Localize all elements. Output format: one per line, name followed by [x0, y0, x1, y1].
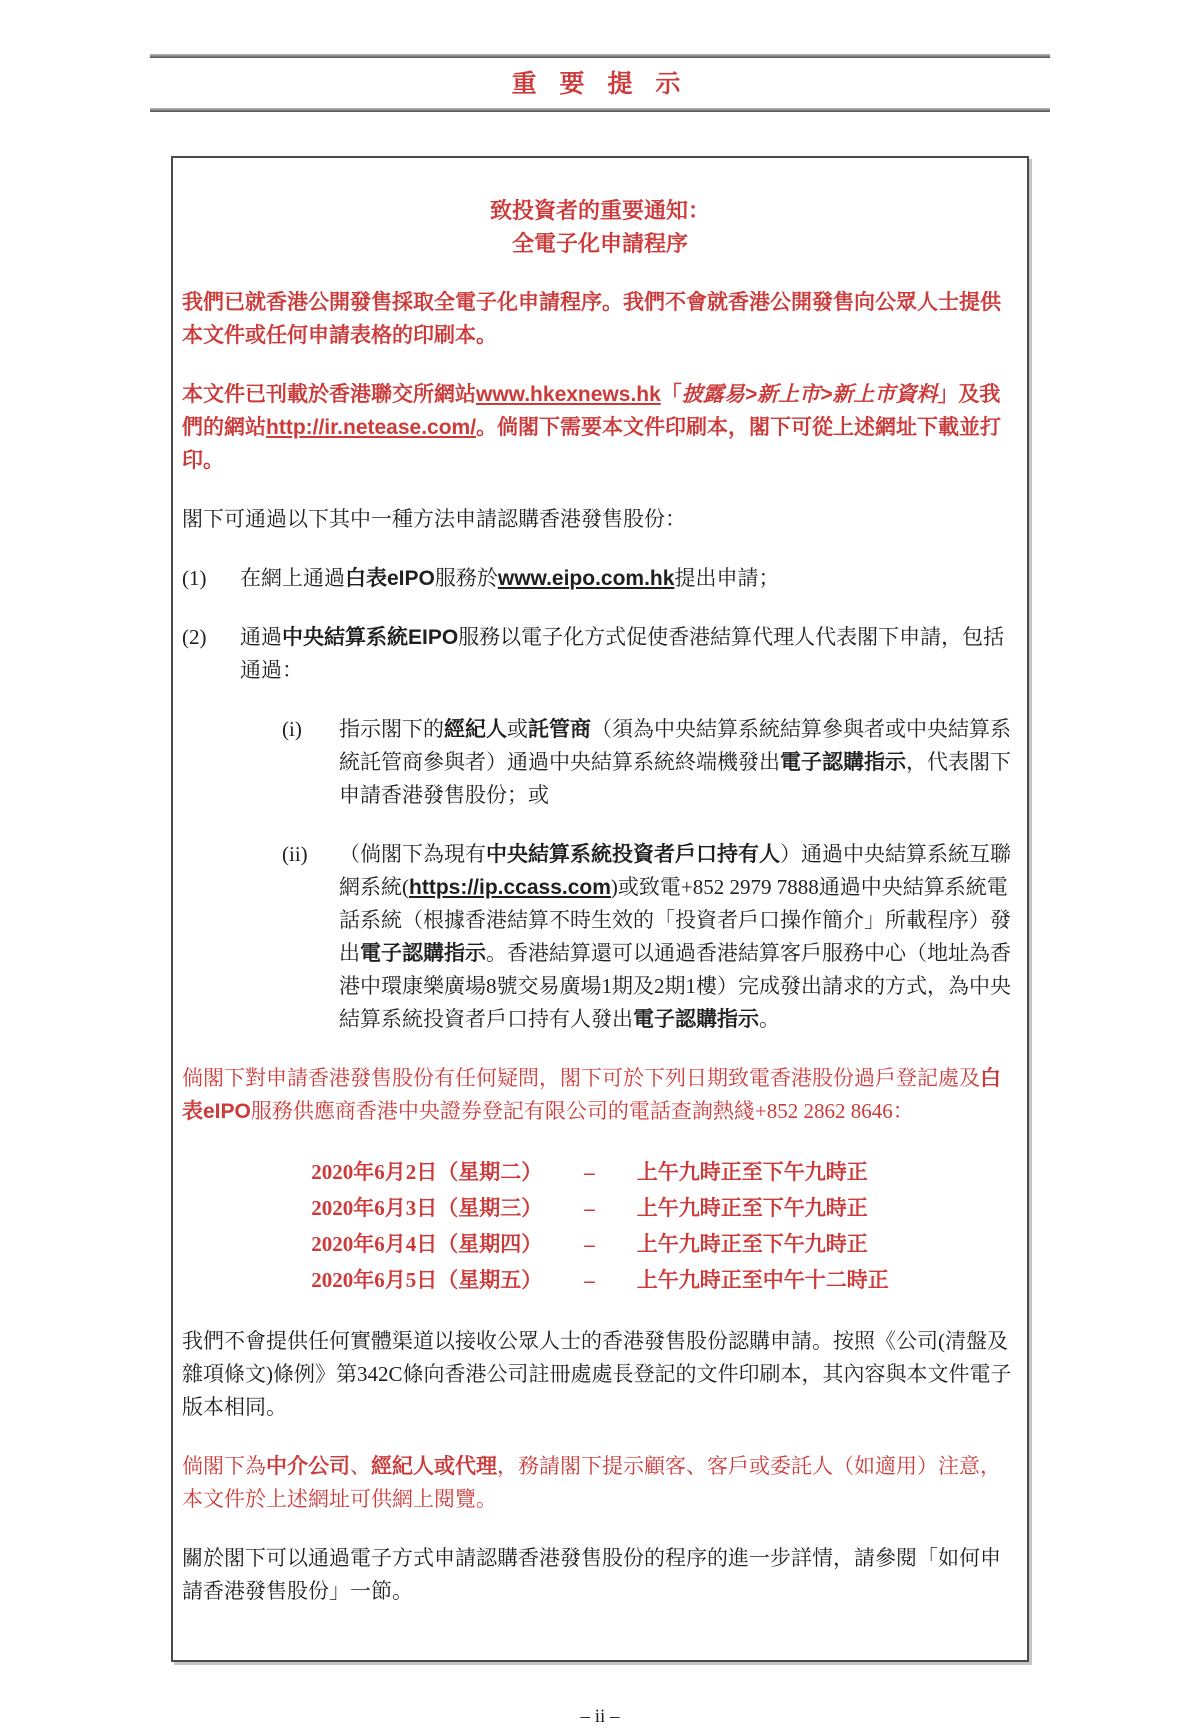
schedule-date: 2020年6月3日（星期三）	[311, 1196, 543, 1220]
text-segment: 在網上通過	[240, 566, 345, 590]
paragraph-intermediaries-reminder	[182, 1450, 1018, 1516]
text-segment: )或致電+852 2979 7888通過中央結算系統電話系統（根據香港結算不時生效的「投資者戶口操作簡介」所載程序）發出	[339, 875, 1011, 965]
text-segment: 倘閣下對申請香港發售股份有任何疑問，閣下可於下列日期致電香港股份過戶登記處及	[182, 1066, 980, 1090]
page-title: 重 要 提 示	[511, 70, 689, 98]
text-segment: 關於閣下可以通過電子方式申請認購香港發售股份的程序的進一步詳情，請參閱「如何申請香港發售股份」一節。	[182, 1546, 1001, 1603]
page-header	[150, 54, 1050, 112]
text-segment: （倘閣下為現有	[339, 842, 486, 866]
sub-method-item-i-text	[339, 713, 1018, 812]
paragraph-document-websites	[182, 378, 1018, 477]
notice-title-line2: 全電子化申請程序	[511, 231, 688, 256]
schedule-date: 2020年6月4日（星期四）	[311, 1232, 543, 1256]
schedule-dash: –	[584, 1232, 595, 1256]
schedule-date: 2020年6月5日（星期五）	[311, 1268, 543, 1292]
method-item-2-text	[240, 621, 1018, 687]
text-segment: 提出申請；	[674, 566, 780, 590]
text-segment: 通過	[240, 625, 282, 649]
header-bottom-rule	[150, 108, 1050, 112]
notice-box	[171, 156, 1029, 1662]
text-segment: 、	[350, 1454, 371, 1478]
text-segment: 本文件已刊載於香港聯交所網站	[182, 383, 476, 406]
text-segment: ，務請閣下提示顧客、客戶或委託人（如適用）注意，本文件於上述網址可供網上閱覽。	[182, 1454, 1001, 1511]
schedule-dash: –	[584, 1160, 595, 1184]
schedule-date: 2020年6月2日（星期二）	[311, 1160, 543, 1184]
text-segment: 電子認購指示	[780, 751, 906, 774]
list-marker: (2)	[182, 625, 207, 649]
text-segment: 電子認購指示	[633, 1008, 759, 1031]
schedule-time: 上午九時正至下午九時正	[636, 1160, 868, 1184]
text-segment: 服務於	[434, 566, 498, 590]
text-segment: 中央結算系統EIPO	[282, 626, 459, 649]
list-marker: (1)	[182, 566, 207, 590]
text-segment: 白表eIPO	[182, 1067, 1001, 1123]
text-segment: 。倘閣下需要本文件印刷本，閣下可從上述網址下載並打印。	[182, 416, 1002, 472]
text-segment: （須為中央結算系統結算參與者或中央結算系統託管商參與者）通過中央結算系統終端機發出	[339, 717, 1011, 774]
text-segment: 。	[759, 1007, 780, 1031]
schedule-dash: –	[584, 1196, 595, 1220]
schedule-time: 上午九時正至下午九時正	[636, 1232, 868, 1256]
paragraph-further-details-reference	[182, 1542, 1018, 1608]
text-segment: 經紀人或代理	[371, 1455, 497, 1478]
text-segment: 服務以電子化方式促使香港結算代理人代表閣下申請，包括通過：	[240, 625, 1005, 682]
sub-method-item-i	[282, 713, 1018, 812]
hotline-schedule	[182, 1156, 1018, 1297]
text-segment: 閣下可通過以下其中一種方法申請認購香港發售股份：	[182, 507, 686, 531]
text-segment: 白表eIPO	[345, 567, 435, 590]
schedule-time: 上午九時正至下午九時正	[636, 1196, 868, 1220]
method-item-2	[182, 621, 1018, 687]
sub-method-item-ii-text	[339, 838, 1018, 1036]
text-segment: 託管商	[528, 718, 591, 741]
text-segment: 「	[660, 383, 682, 406]
text-segment: 中介公司	[266, 1455, 350, 1478]
paragraph-all-electronic-process	[182, 286, 1018, 352]
list-marker: (i)	[282, 717, 302, 741]
text-segment: 。香港結算還可以通過香港結算客戶服務中心（地址為香港中環康樂廣場8號交易廣場1期及2期1樓）完成發出請求的方式，為中央結算系統投資者戶口持有人發出	[339, 941, 1011, 1031]
link[interactable]: http://ir.netease.com/	[266, 416, 477, 439]
text-segment: 」及我們的網站	[182, 383, 1001, 439]
text-segment: ）通過中央結算系統互聯網系統(	[339, 842, 1011, 899]
text-segment: 指示閣下的	[339, 717, 444, 741]
text-segment: 服務供應商香港中央證券登記有限公司的電話查詢熱綫+852 2862 8646：	[250, 1099, 914, 1123]
text-segment: 或	[507, 717, 528, 741]
method-item-1-text	[240, 562, 1018, 595]
list-marker: (ii)	[282, 842, 308, 866]
text-segment: 披露易>新上市>新上市資料	[681, 383, 938, 406]
link[interactable]: https://ip.ccass.com	[409, 876, 611, 899]
paragraph-no-physical-channels	[182, 1325, 1018, 1424]
schedule-dash: –	[584, 1268, 595, 1292]
link[interactable]: www.hkexnews.hk	[476, 383, 661, 406]
sub-method-item-ii	[282, 838, 1018, 1036]
paragraph-hotline-enquiry	[182, 1062, 1018, 1128]
text-segment: 我們不會提供任何實體渠道以接收公眾人士的香港發售股份認購申請。按照《公司(清盤及雜項條文)條例》第342C條向香港公司註冊處處長登記的文件印刷本，其內容與本文件電子版本相同。	[182, 1329, 1012, 1419]
text-segment: ，代表閣下申請香港發售股份；或	[339, 750, 1011, 807]
text-segment: 我們已就香港公開發售採取全電子化申請程序。我們不會就香港公開發售向公眾人士提供本文件或任何申請表格的印刷本。	[182, 291, 1001, 347]
text-segment: 電子認購指示	[360, 942, 486, 965]
text-segment: 經紀人	[444, 718, 507, 741]
page-number: – ii –	[580, 1706, 620, 1727]
notice-title-line1: 致投資者的重要通知：	[489, 198, 710, 223]
method-item-1	[182, 562, 1018, 595]
link[interactable]: www.eipo.com.hk	[497, 567, 675, 590]
text-segment: 中央結算系統投資者戶口持有人	[486, 843, 780, 866]
schedule-time: 上午九時正至中午十二時正	[636, 1268, 889, 1292]
paragraph-application-methods-intro	[182, 503, 1018, 536]
notice-title	[182, 194, 1018, 260]
text-segment: 倘閣下為	[182, 1454, 266, 1478]
